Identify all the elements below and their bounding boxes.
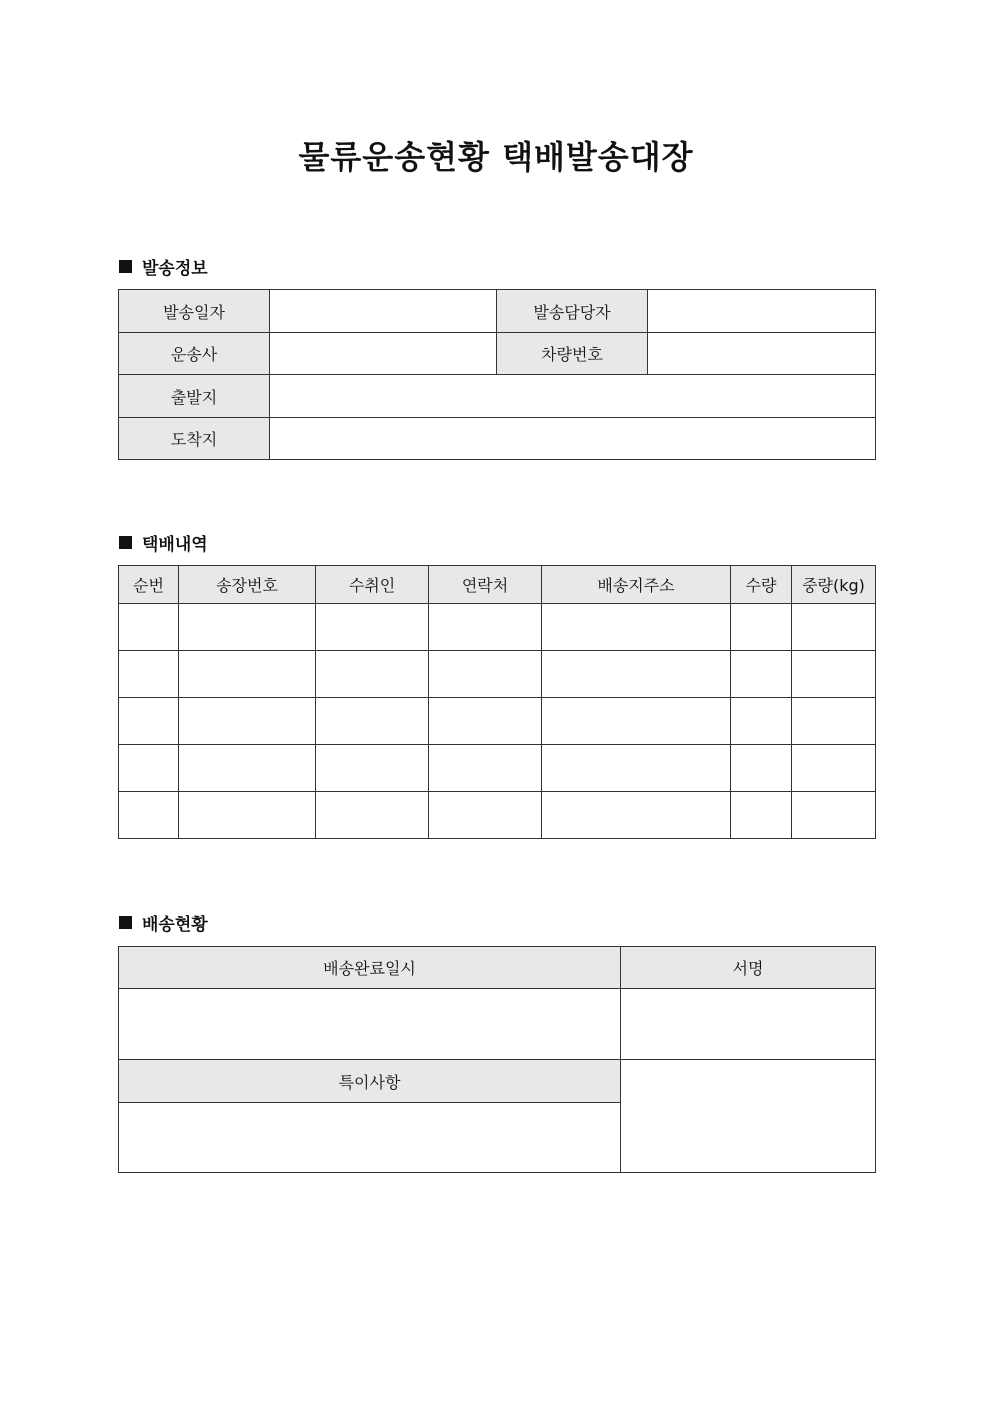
square-bullet-icon — [119, 536, 132, 549]
table-cell[interactable] — [429, 792, 542, 839]
table-cell[interactable] — [542, 698, 731, 745]
square-bullet-icon — [119, 916, 132, 929]
table-cell[interactable] — [179, 698, 316, 745]
shipping-info-table — [118, 289, 876, 460]
destination-field[interactable] — [270, 418, 876, 460]
parcel-list-table — [118, 565, 876, 839]
table-cell[interactable] — [542, 792, 731, 839]
ship-date-label: 발송일자 — [119, 290, 270, 333]
notes-label: 특이사항 — [119, 1060, 621, 1103]
column-header: 수량 — [731, 566, 792, 604]
table-cell[interactable] — [316, 698, 429, 745]
ship-manager-field[interactable] — [648, 290, 876, 333]
notes-field[interactable] — [119, 1103, 621, 1173]
origin-field[interactable] — [270, 375, 876, 418]
table-cell[interactable] — [731, 792, 792, 839]
blank-cell — [621, 1060, 876, 1173]
table-cell[interactable] — [792, 698, 876, 745]
section-title: 택배내역 — [142, 535, 208, 555]
ship-date-field[interactable] — [270, 290, 497, 333]
vehicle-no-label: 차량번호 — [497, 333, 648, 375]
table-row — [119, 745, 876, 792]
carrier-label: 운송사 — [119, 333, 270, 375]
table-cell[interactable] — [429, 698, 542, 745]
section-heading-delivery-status — [119, 910, 208, 935]
table-cell[interactable] — [119, 745, 179, 792]
ship-manager-label: 발송담당자 — [497, 290, 648, 333]
table-cell[interactable] — [316, 651, 429, 698]
column-header: 연락처 — [429, 566, 542, 604]
carrier-field[interactable] — [270, 333, 497, 375]
signature-label: 서명 — [621, 947, 876, 989]
table-cell[interactable] — [179, 604, 316, 651]
table-cell[interactable] — [731, 745, 792, 792]
table-cell[interactable] — [542, 651, 731, 698]
table-cell[interactable] — [731, 651, 792, 698]
table-row — [119, 792, 876, 839]
table-cell[interactable] — [179, 651, 316, 698]
vehicle-no-field[interactable] — [648, 333, 876, 375]
table-cell[interactable] — [792, 604, 876, 651]
table-cell[interactable] — [179, 745, 316, 792]
signature-field[interactable] — [621, 989, 876, 1060]
table-header-row — [119, 566, 876, 604]
origin-label: 출발지 — [119, 375, 270, 418]
table-cell[interactable] — [316, 745, 429, 792]
table-cell[interactable] — [119, 792, 179, 839]
table-cell[interactable] — [792, 745, 876, 792]
completed-at-label: 배송완료일시 — [119, 947, 621, 989]
table-cell[interactable] — [542, 745, 731, 792]
table-cell[interactable] — [792, 792, 876, 839]
square-bullet-icon — [119, 260, 132, 273]
table-cell[interactable] — [119, 604, 179, 651]
column-header: 수취인 — [316, 566, 429, 604]
table-cell[interactable] — [316, 792, 429, 839]
table-cell[interactable] — [429, 745, 542, 792]
delivery-status-table — [118, 946, 876, 1173]
table-cell[interactable] — [429, 604, 542, 651]
column-header: 송장번호 — [179, 566, 316, 604]
table-row — [119, 604, 876, 651]
table-row — [119, 698, 876, 745]
column-header: 순번 — [119, 566, 179, 604]
destination-label: 도착지 — [119, 418, 270, 460]
page-title: 물류운송현황 택배발송대장 — [298, 138, 694, 176]
table-cell[interactable] — [792, 651, 876, 698]
section-heading-shipping-info — [119, 254, 208, 279]
table-cell[interactable] — [119, 651, 179, 698]
column-header: 중량(kg) — [792, 566, 876, 604]
table-cell[interactable] — [731, 604, 792, 651]
table-cell[interactable] — [179, 792, 316, 839]
completed-at-field[interactable] — [119, 989, 621, 1060]
section-title: 배송현황 — [142, 915, 208, 935]
table-cell[interactable] — [542, 604, 731, 651]
table-row — [119, 651, 876, 698]
section-title: 발송정보 — [142, 259, 208, 279]
column-header: 배송지주소 — [542, 566, 731, 604]
table-cell[interactable] — [731, 698, 792, 745]
table-cell[interactable] — [429, 651, 542, 698]
table-cell[interactable] — [119, 698, 179, 745]
table-cell[interactable] — [316, 604, 429, 651]
section-heading-parcel-list — [119, 530, 208, 555]
